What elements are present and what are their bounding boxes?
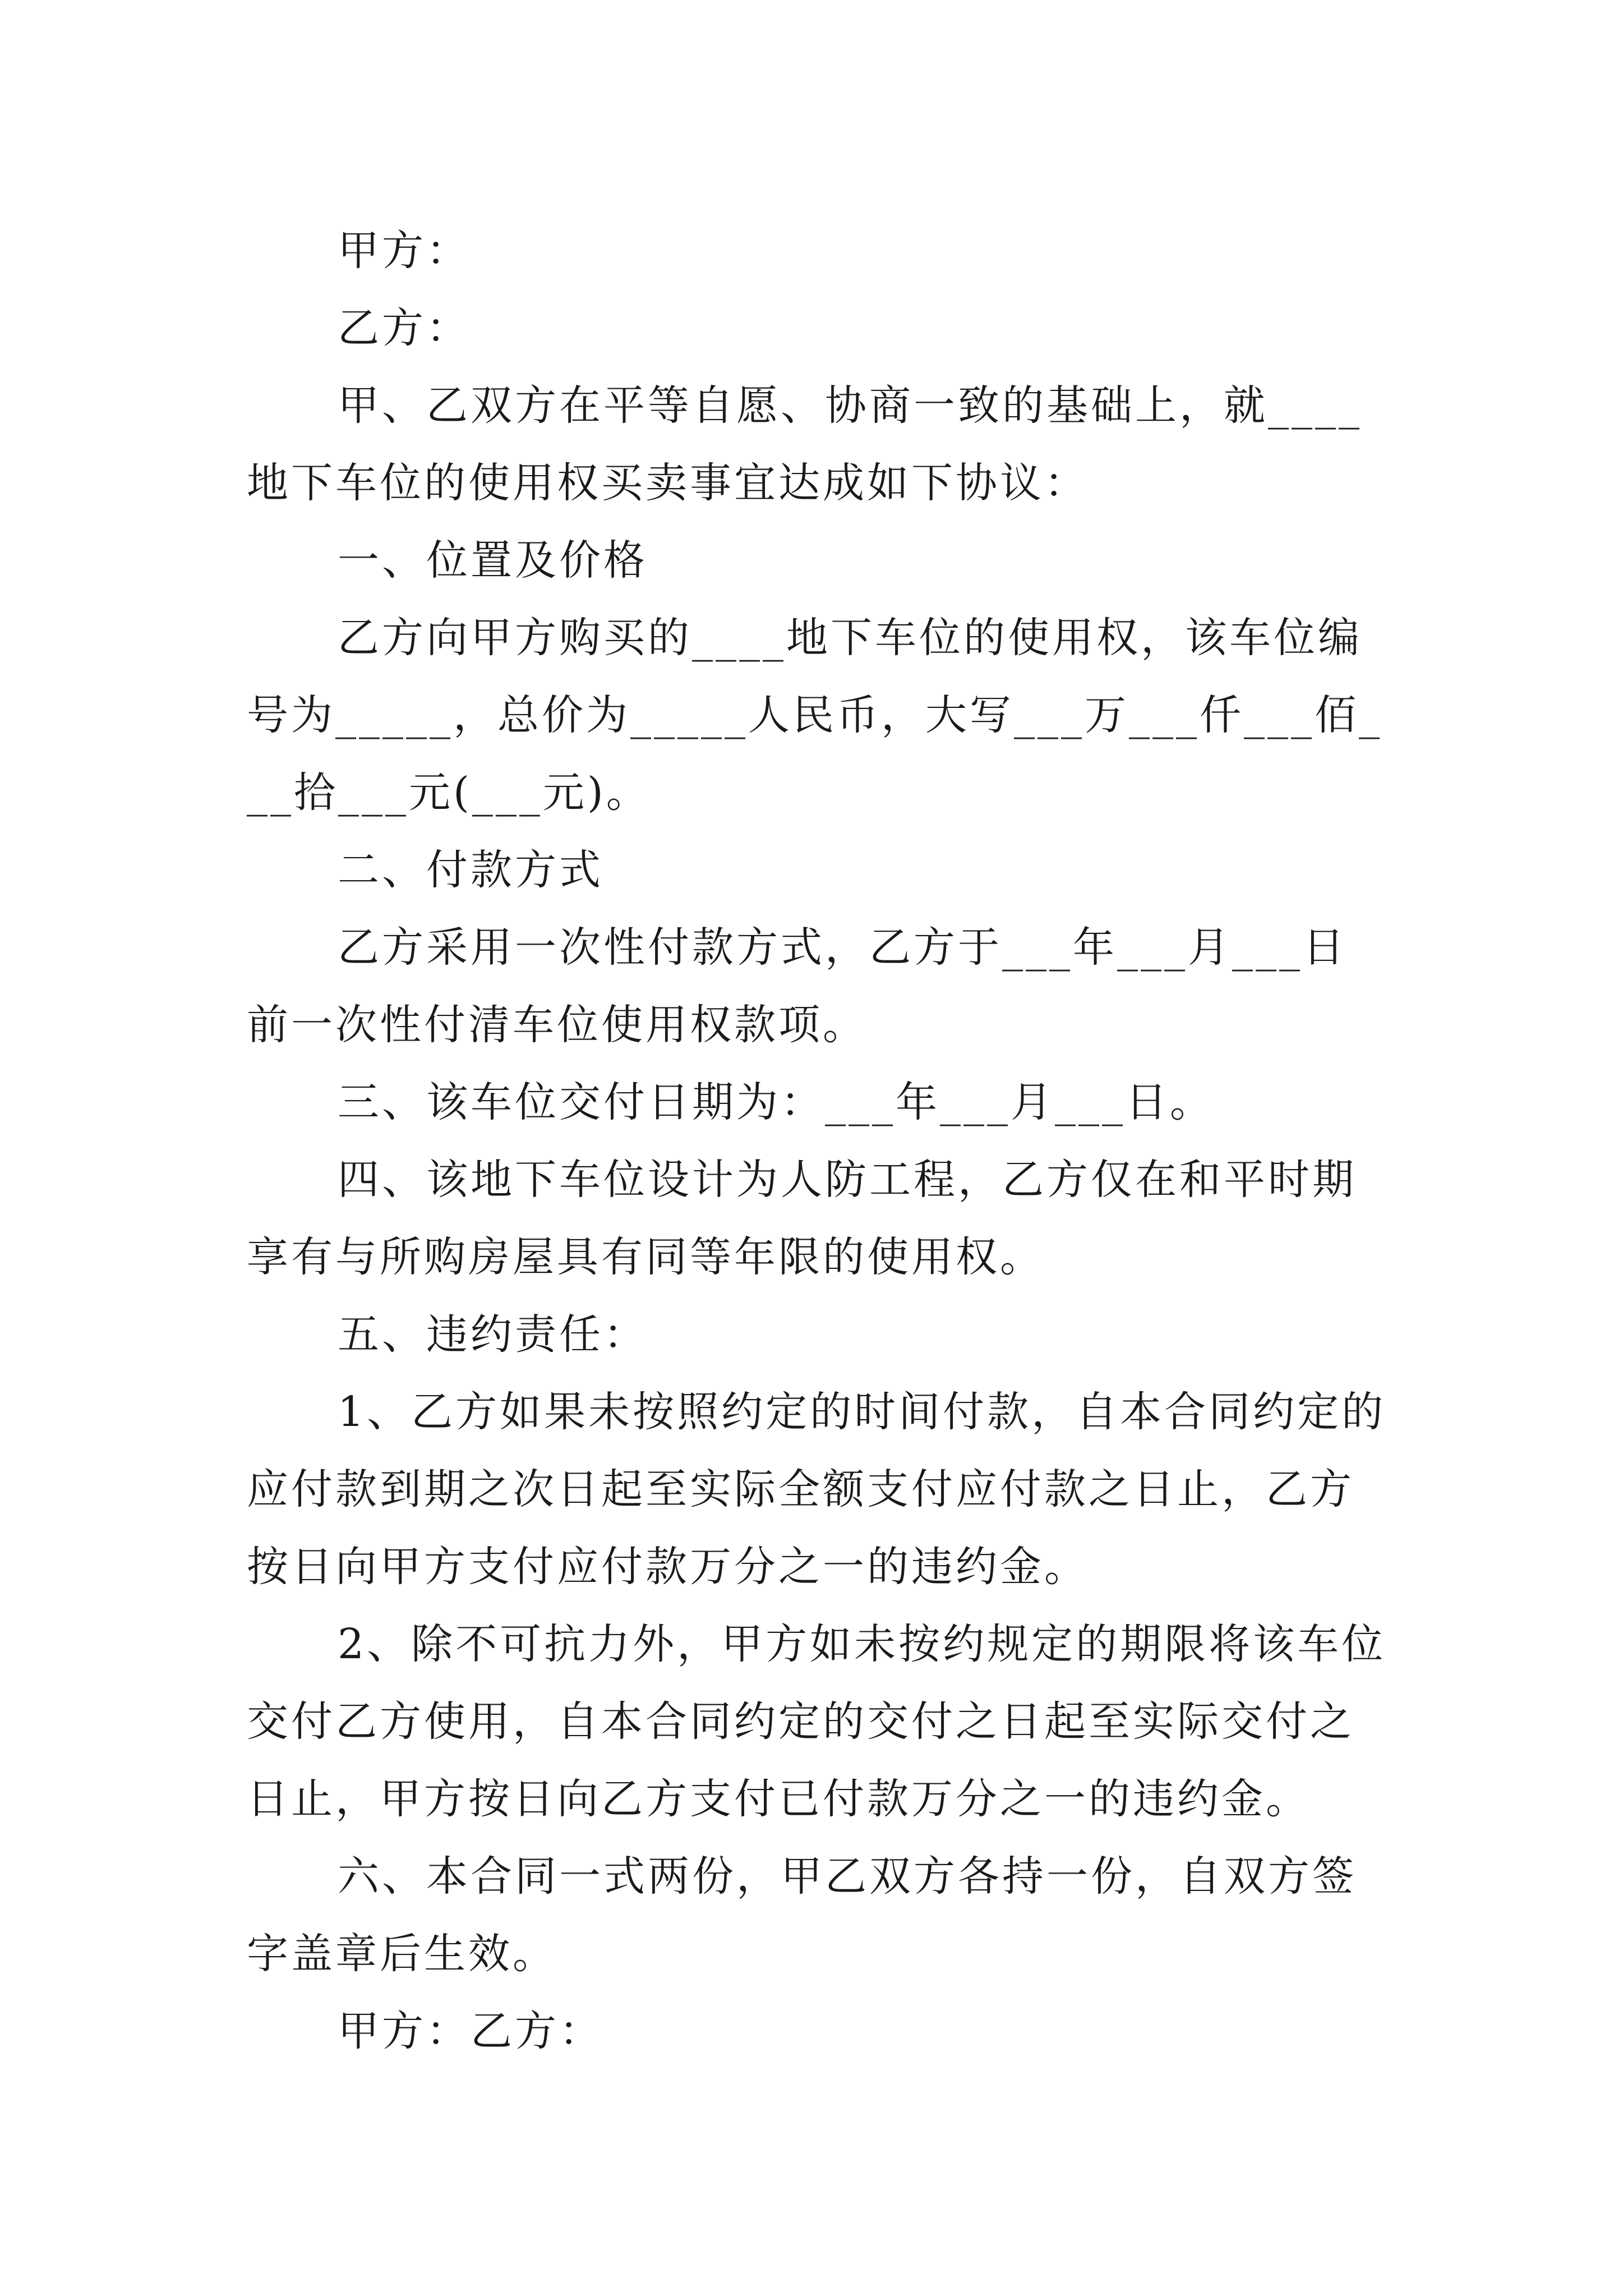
contract-body	[247, 212, 1389, 2070]
section-heading-payment: 二、付款方式	[338, 846, 603, 894]
location-price-paragraph: 乙方向甲方购买的____地下车位的使用权，该车位编号为_____，总价为_____人民币，大写___万___仟___佰___拾___元(___元)。	[247, 614, 1382, 817]
party-b-line: 乙方：	[338, 304, 471, 352]
copies-effective-paragraph: 六、本合同一式两份，甲乙双方各持一份，自双方签字盖章后生效。	[247, 1852, 1357, 1978]
liability-clause-1: 1、乙方如果未按照约定的时间付款，自本合同约定的应付款到期之次日起至实际全额支付应付款之日止，乙方按日向甲方支付应付款万分之一的违约金。	[247, 1388, 1386, 1591]
liability-clause-2: 2、除不可抗力外，甲方如未按约规定的期限将该车位交付乙方使用，自本合同约定的交付之日起至实际交付之日止，甲方按日向乙方支付已付款万分之一的违约金。	[247, 1620, 1386, 1823]
delivery-date-paragraph: 三、该车位交付日期为：___年___月___日。	[338, 1078, 1214, 1126]
payment-paragraph: 乙方采用一次性付款方式，乙方于___年___月___日前一次性付清车位使用权款项。	[247, 923, 1347, 1049]
section-heading-location-price: 一、位置及价格	[338, 536, 648, 585]
civil-defense-paragraph: 四、该地下车位设计为人防工程，乙方仅在和平时期享有与所购房屋具有同等年限的使用权。	[247, 1156, 1357, 1281]
signature-line: 甲方：乙方：	[338, 2007, 603, 2055]
party-a-line: 甲方：	[338, 227, 471, 275]
section-heading-liability: 五、违约责任：	[338, 1310, 648, 1359]
intro-paragraph: 甲、乙双方在平等自愿、协商一致的基础上，就____地下车位的使用权买卖事宜达成如下协议：	[247, 381, 1362, 507]
